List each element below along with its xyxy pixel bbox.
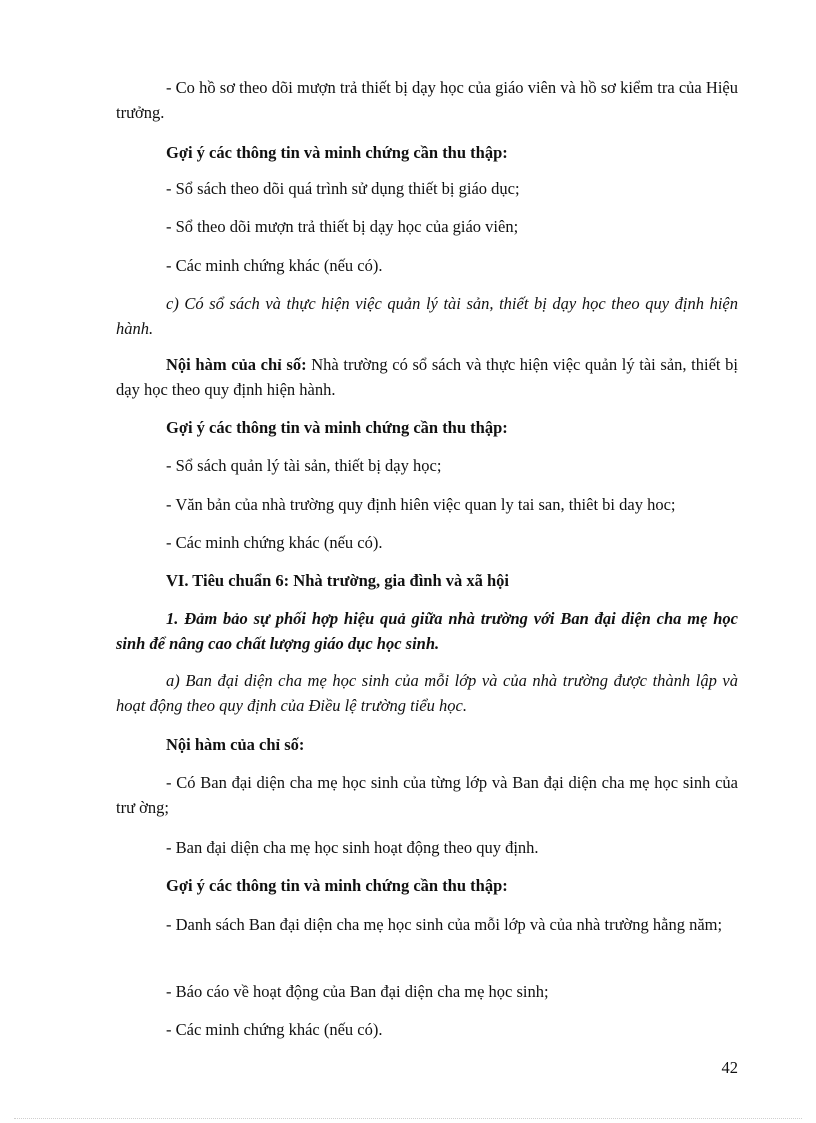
list-item: - Các minh chứng khác (nếu có). <box>166 533 383 552</box>
indicator-text: c) Có sổ sách và thực hiện việc quản lý tài sản, thiết bị dạy học theo quy định hiện hành. <box>116 294 738 338</box>
list-item: - Ban đại diện cha mẹ học sinh hoạt động theo quy định. <box>166 838 539 857</box>
section-heading: Nội hàm của chỉ số: <box>166 735 305 754</box>
list-item: - Các minh chứng khác (nếu có). <box>166 1020 383 1039</box>
list-item: - Văn bản của nhà trường quy định hiên việc quan ly tai san, thiêt bi day hoc; <box>166 495 676 514</box>
list-item: - Sổ sách theo dõi quá trình sử dụng thiết bị giáo dục; <box>166 179 520 198</box>
list-item: - Các minh chứng khác (nếu có). <box>166 256 383 275</box>
paragraph <box>116 352 738 402</box>
page-bottom-divider <box>14 1118 802 1119</box>
label: Nội hàm của chỉ số: <box>166 355 307 374</box>
section-heading: Gợi ý các thông tin và minh chứng cần thu thập: <box>166 418 508 437</box>
paragraph-body: Nhà trường có sổ sách và thực hiện việc quản lý tài sản, thiết bị dạy học theo quy định hiện hành. <box>116 355 738 399</box>
indicator-text: a) Ban đại diện cha mẹ học sinh của mỗi lớp và của nhà trường được thành lập và hoạt động theo quy định của Điều lệ trường tiểu học. <box>116 671 738 715</box>
list-item: - Danh sách Ban đại diện cha mẹ học sinh của mỗi lớp và của nhà trường hằng năm; <box>166 915 723 934</box>
page-number: 42 <box>721 1058 738 1077</box>
list-item: - Sổ sách quản lý tài sản, thiết bị dạy học; <box>166 456 442 475</box>
list-item: - Báo cáo về hoạt động của Ban đại diện cha mẹ học sinh; <box>166 982 549 1001</box>
chapter-heading: VI. Tiêu chuẩn 6: Nhà trường, gia đình và xã hội <box>166 571 510 590</box>
section-heading: Gợi ý các thông tin và minh chứng cần thu thập: <box>166 876 508 895</box>
criterion-heading: 1. Đảm bảo sự phối hợp hiệu quả giữa nhà trường với Ban đại diện cha mẹ học sinh để nâng cao chất lượng giáo dục học sinh. <box>116 609 738 653</box>
list-item: - Sổ theo dõi mượn trả thiết bị dạy học của giáo viên; <box>166 217 519 236</box>
list-item: - Có Ban đại diện cha mẹ học sinh của từng lớp và Ban đại diện cha mẹ học sinh của trư ờng; <box>116 773 738 817</box>
section-heading: Gợi ý các thông tin và minh chứng cần thu thập: <box>166 143 508 162</box>
paragraph: - Co hồ sơ theo dõi mượn trả thiết bị dạy học của giáo viên và hồ sơ kiểm tra của Hiệu trưởng. <box>116 78 738 122</box>
